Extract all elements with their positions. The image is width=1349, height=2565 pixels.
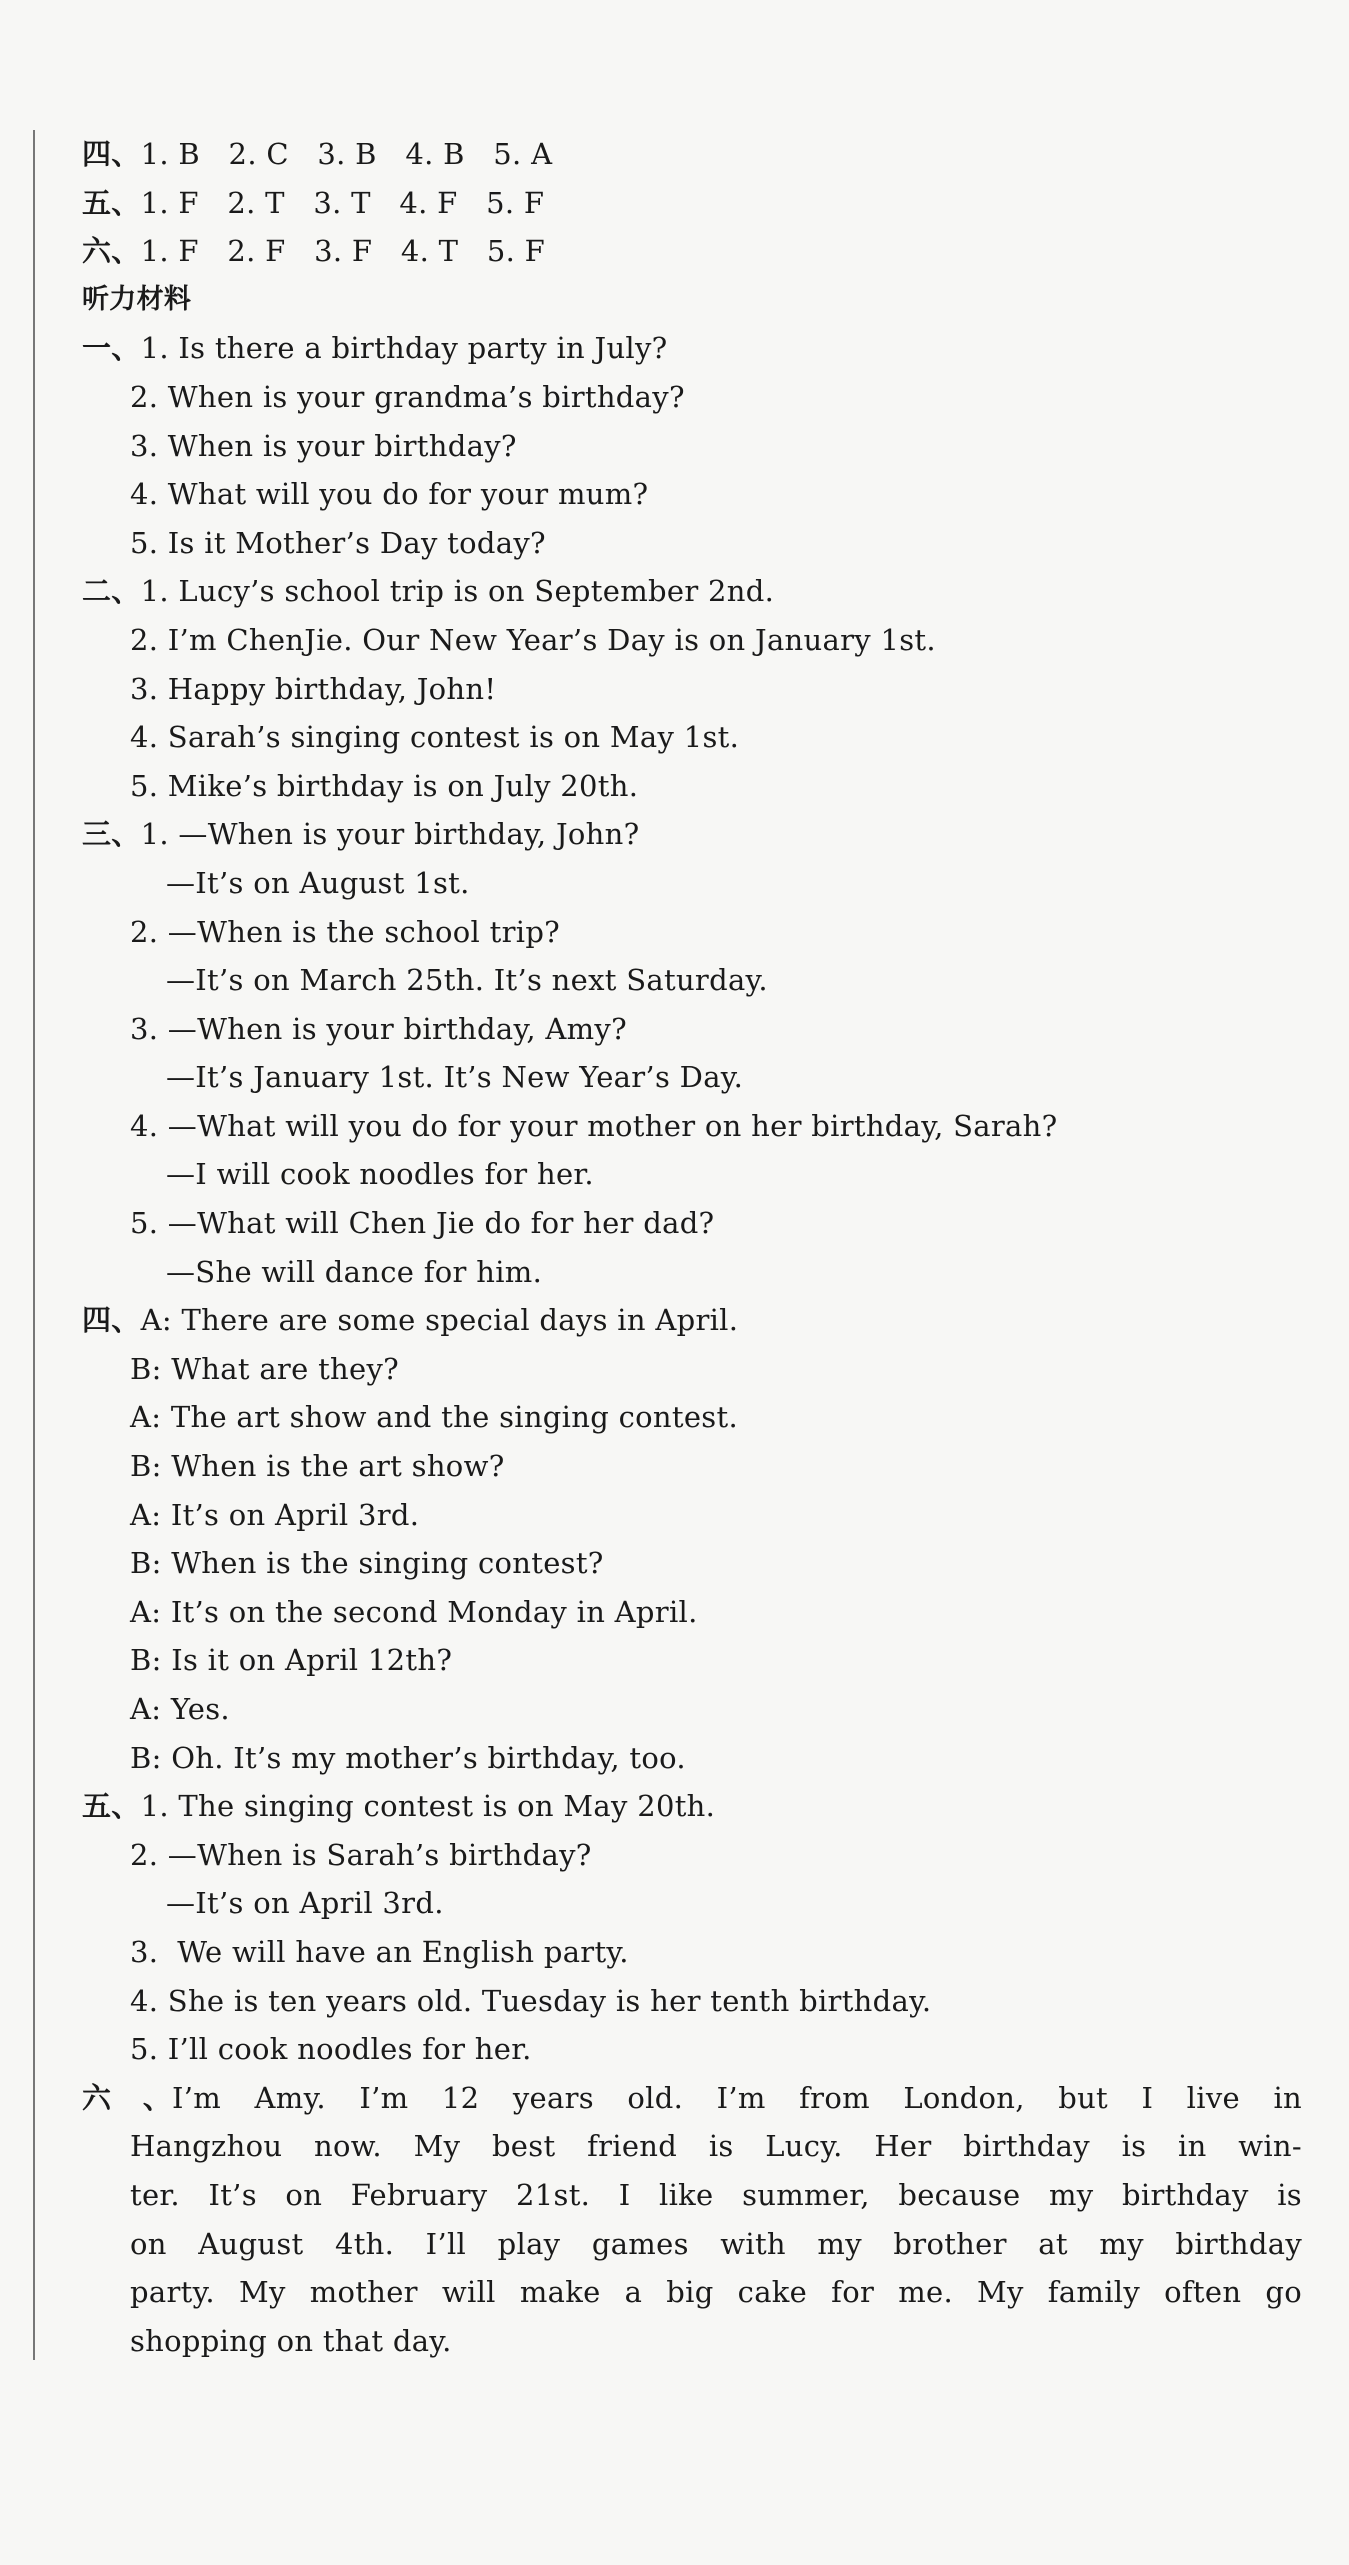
section-label: 一、 — [82, 331, 141, 366]
sec3-question: 3. —When is your birthday, Amy? — [130, 1011, 627, 1046]
passage-line: on August 4th. I’ll play games with my brother at my birthday — [130, 2226, 1302, 2261]
sec4-line: A: Yes. — [130, 1692, 230, 1726]
answer-text: 1. B 2. C 3. B 4. B 5. A — [140, 137, 553, 171]
sec3-answer: —It’s on March 25th. It’s next Saturday. — [166, 963, 768, 998]
sec1-item: 2. When is your grandma’s birthday? — [130, 379, 685, 414]
sec3-question — [82, 810, 1302, 859]
sec4-line: B: Is it on April 12th? — [130, 1643, 453, 1678]
section-label: 四、 — [82, 1303, 141, 1338]
margin-rule — [33, 130, 35, 2360]
dialogue-text: A: There are some special days in April. — [140, 1303, 739, 1338]
section-label: 四、 — [82, 137, 141, 171]
sec4-line: B: When is the singing contest? — [130, 1546, 604, 1581]
sec5-line: 4. She is ten years old. Tuesday is her tenth birthday. — [130, 1983, 932, 2018]
answer-page — [82, 130, 1302, 2365]
item-text: 1. —When is your birthday, John? — [140, 817, 640, 852]
passage-line: ter. It’s on February 21st. I like summer, because my birthday is — [130, 2177, 1302, 2212]
sec4-line — [82, 1296, 1302, 1345]
sec2-item: 3. Happy birthday, John! — [130, 671, 497, 706]
sec2-item — [82, 567, 1302, 616]
passage-line: shopping on that day. — [130, 2323, 452, 2358]
sec3-question: 4. —What will you do for your mother on her birthday, Sarah? — [130, 1108, 1058, 1143]
sec4-line: B: When is the art show? — [130, 1449, 505, 1484]
sec2-item: 2. I’m ChenJie. Our New Year’s Day is on January 1st. — [130, 622, 936, 657]
item-text: 1. Lucy’s school trip is on September 2nd. — [140, 574, 775, 609]
sec5-line: 3. We will have an English party. — [130, 1934, 629, 1969]
sec1-item: 3. When is your birthday? — [130, 428, 517, 463]
sec5-line — [82, 1782, 1302, 1831]
sec3-answer: —I will cook noodles for her. — [166, 1157, 594, 1192]
sec3-answer: —It’s on August 1st. — [166, 865, 470, 900]
sec1-item: 5. Is it Mother’s Day today? — [130, 525, 546, 560]
sec4-line: A: It’s on the second Monday in April. — [130, 1594, 698, 1629]
sec3-answer: —She will dance for him. — [166, 1254, 543, 1289]
section-label: 六、 — [82, 2080, 172, 2115]
section-label: 二、 — [82, 574, 141, 609]
sec5-line: —It’s on April 3rd. — [166, 1886, 444, 1921]
answer-row-4 — [82, 130, 1302, 179]
sec1-item — [82, 324, 1302, 373]
sec1-item: 4. What will you do for your mum? — [130, 477, 649, 512]
sec4-line: A: It’s on April 3rd. — [130, 1497, 420, 1532]
passage-line: Hangzhou now. My best friend is Lucy. Her birthday is in win- — [130, 2129, 1302, 2164]
passage-line — [82, 2074, 1302, 2123]
sec5-line: 5. I’ll cook noodles for her. — [130, 2032, 532, 2067]
listening-material-title: 听力材料 — [82, 283, 192, 315]
sec4-line: B: What are they? — [130, 1351, 400, 1386]
sec5-line: 2. —When is Sarah’s birthday? — [130, 1837, 592, 1872]
answer-text: 1. F 2. F 3. F 4. T 5. F — [140, 234, 546, 269]
sec2-item: 4. Sarah’s singing contest is on May 1st. — [130, 720, 740, 755]
section-label: 六、 — [82, 234, 141, 269]
section-label: 五、 — [82, 185, 141, 220]
sec4-line: A: The art show and the singing contest. — [130, 1400, 738, 1435]
passage-line: party. My mother will make a big cake for me. My family often go — [130, 2275, 1302, 2310]
answer-row-5 — [82, 179, 1302, 228]
answer-text: 1. F 2. T 3. T 4. F 5. F — [140, 185, 545, 220]
item-text: 1. Is there a birthday party in July? — [140, 331, 668, 366]
sec3-answer: —It’s January 1st. It’s New Year’s Day. — [166, 1060, 744, 1095]
sec4-line: B: Oh. It’s my mother’s birthday, too. — [130, 1740, 686, 1775]
sec3-question: 5. —What will Chen Jie do for her dad? — [130, 1206, 715, 1241]
sec6-passage — [82, 2074, 1302, 2366]
section-label: 三、 — [82, 817, 141, 852]
answer-row-6 — [82, 227, 1302, 276]
item-text: 1. The singing contest is on May 20th. — [140, 1789, 716, 1824]
sec3-question: 2. —When is the school trip? — [130, 914, 561, 949]
passage-text: I’m Amy. I’m 12 years old. I’m from London, but I live in — [172, 2080, 1302, 2115]
section-label: 五、 — [82, 1789, 141, 1824]
sec2-item: 5. Mike’s birthday is on July 20th. — [130, 768, 639, 803]
